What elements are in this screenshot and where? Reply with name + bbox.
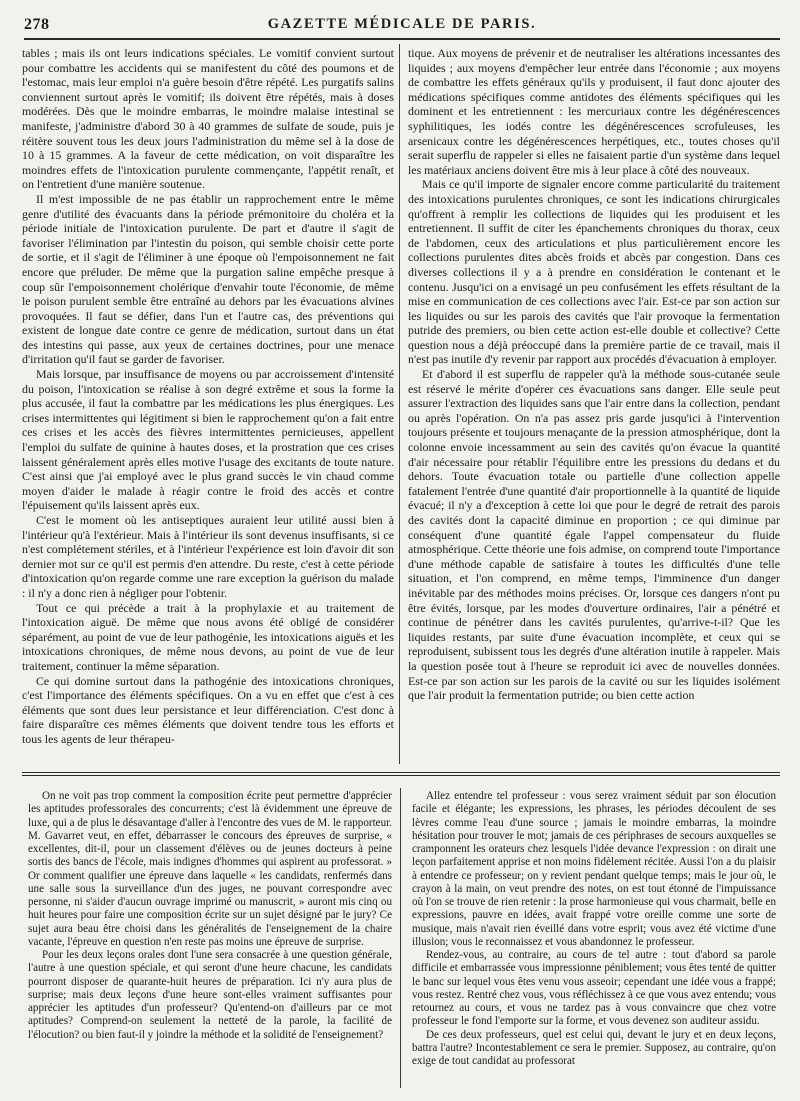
paragraph: Mais lorsque, par insuffisance de moyens ou par accroissement d'intensité du poison, l'intoxication se réalise à son degré extrême et sous la forme la plus accusée, il faut la combattre par les médications les plus énergiques. Les crises intermittentes qui légitiment si bien le rapprochement qu'on a fait entre ces crises et les accès des fièvres intermittentes pernicieuses, appellent l'emploi du sulfate de quinine à hautes doses, et la prostration que ces crises laissent généralement après elles motive l'usage des excitants de toute nature. C'est ainsi que j'ai employé avec le plus grand succès le vin chaud comme moyen d'aider le malade à réagir contre le froid des accès et contre l'épuisement qu'ils laissent après eux. [22, 367, 394, 513]
feuilleton-right-column [412, 790, 776, 1086]
paragraph: Allez entendre tel professeur : vous serez vraiment séduit par son élocution facile et élégante; les expressions, les phrases, les périodes découlent de ses lèvres comme l'eau d'une source ; jamais le moindre embarras, la moindre hésitation pour trouver le mot; jamais de ces périphrases de secours auxquelles se cramponnent les orateurs chez lesquels l'idée devance l'expression : on dirait une leçon parfaitement apprise et non moins fidèlement récitée. Aussi l'on a du plaisir à entendre ce professeur; on y revient pendant quelque temps; mais le jour où, le crayon à la main, on veut prendre des notes, on est tout étonné de l'impuissance où l'on se trouve de rien retenir : la prose harmonieuse qui vous charmait, belle en expressions, pauvre en idées, avait frappé votre oreille comme une sorte de musique, mais n'avait rien éveillé dans votre esprit; vous avez été victime d'une illusion; vous le reconnaissez et vous abandonnez le professeur. [412, 790, 776, 948]
paragraph: tables ; mais ils ont leurs indications spéciales. Le vomitif convient surtout pour combattre les accidents qui se manifestent du côté des poumons et de l'estomac, mais leur emploi n'a guère besoin d'être répété. Les purgatifs salins conviennent surtout après le vomitif; ils doivent être répétés, mais à doses modérées. Dès que le moindre embarras, le moindre malaise intestinal se manifeste, j'administre d'abord 30 à 40 grammes de sulfate de soude, puis je réitère souvent tous les deux jours l'administration du même sel à la dose de 10 à 15 grammes. A la faveur de cette médication, on voit disparaître les moindres effets de l'intoxication purulente commençante, l'appétit renaît, et on l'entretient d'une manière soutenue. [22, 46, 394, 192]
paragraph: On ne voit pas trop comment la composition écrite peut permettre d'apprécier les aptitudes professorales des concurrents; c'est là évidemment une épreuve de luxe, qui a de plus le désavantage d'aller à l'encontre des vues de M. le rapporteur. M. Gavarret veut, en effet, débarrasser le concours des épreuves de surprise, « excellentes, dit-il, pour un classement d'élèves ou de jeunes docteurs à peine sortis des bancs de l'école, mais indignes d'hommes qui aspirent au professorat. » Or comment qualifier une épreuve dans laquelle « les candidats, renfermés dans une salle sous la surveillance d'un des juges, ne pouvant correspondre avec personne, ni s'aider d'aucun ouvrage imprimé ou manuscrit, » auront mis cinq ou huit heures pour faire une composition écrite sur un sujet désigné par le jury? Ce sujet aura beau être choisi dans les généralités de l'enseignement de la chaire vacante, l'épreuve en question n'en reste pas moins une épreuve de surprise. [28, 790, 392, 948]
feuilleton-column-divider [400, 788, 401, 1088]
paragraph: Ce qui domine surtout dans la pathogénie des intoxications chroniques, c'est l'importance des éléments spécifiques. On a vu en effet que c'est à ces éléments que sont dues leur persistance et leur différenciation. C'est donc à faire disparaître ces mêmes éléments que doivent tendre tous les efforts et tous les agents de leur thérapeu- [22, 673, 394, 746]
feuilleton-separator-top [22, 772, 780, 773]
paragraph: C'est le moment où les antiseptiques auraient leur utilité aussi bien à l'intérieur qu'à l'extérieur. Mais à l'intérieur ils sont devenus insuffisants, si ce n'est complétement stériles, et à l'intérieur l'expérience est loin d'avoir dit son dernier mot sur ce qu'il est permis d'en attendre. Du reste, c'est à cette période d'intoxication qu'on regarde comme une rare exception la guérison du malade : il n'y a donc rien à négliger pour l'obtenir. [22, 513, 394, 600]
page-header [24, 14, 780, 40]
feuilleton-left-column [28, 790, 392, 1086]
paragraph: Et d'abord il est superflu de rappeler qu'à la méthode sous-cutanée seule est réservé le mérite d'opérer ces évacuations sans danger. Elle seule peut assurer l'extraction des liquides sans que l'air entre dans la collection, pendant ou après l'opération. On n'a pas assez pris garde jusqu'ici à l'intervention toujours présente et toujours menaçante de la pression atmosphérique, dont la colonne envoie incessamment au sein des cavités qu'on évacue la quantité d'air nécessaire pour rétablir l'équilibre entre les pressions du dedans et du dehors. Toute évacuation totale ou partielle d'une collection appelle fatalement l'entrée d'une quantité d'air proportionnelle à la quantité de liquide évacué; il n'y a d'exception à cette loi que pour le degré de retrait des parois des cavités dont la capacité diminue en proportion ; ce qui diminue par conséquent d'une quantité égale l'appel compensateur du fluide atmosphérique. Cette théorie une fois admise, on comprend toute l'importance d'une méthode capable de satisfaire à toutes les difficultés d'une telle situation, et l'on comprend, en même temps, l'imminence d'un danger inévitable par des méthodes moins précises. Or, lorsque ces dangers n'ont pu être évités, lorsque, par les modes d'ouverture ordinaires, l'air a pénétré et continue de pénétrer dans les cavités purulentes, qu'arrive-t-il? Que les liquides restants, par suite d'une évacuation incomplète, et ceux qui se reproduisent, subissent tous les degrés d'une altération inutile à rappeler. Mais la question posée tout à l'heure se reproduit ici avec de nouvelles données. Est-ce par son action sur les parois de la cavité ou sur les liquides isolément que l'air produit la fermentation putride; ou bien cette action [408, 367, 780, 703]
paragraph: tique. Aux moyens de prévenir et de neutraliser les altérations incessantes des liquides ; aux moyens d'empêcher leur entrée dans l'économie ; aux moyens de combattre les effets généraux qu'ils y produisent, il faut donc ajouter des médications spécifiques comme antidotes des éléments spécifiques qui les dominent et les entretiennent : les mercuriaux contre les dégénérescences syphilitiques, les iodés contre les dégénérescences scrofuleuses, les arsenicaux contre les dégénérescences herpétiques, etc., toutes choses qu'il serait superflu de rappeler si elles ne faisaient partie d'un système dans lequel les matériaux anciens doivent être mis à leur place à côté des nouveaux. [408, 46, 780, 177]
page-number: 278 [24, 16, 50, 33]
running-title: GAZETTE MÉDICALE DE PARIS. [267, 16, 537, 32]
paragraph: De ces deux professeurs, quel est celui qui, devant le jury et en deux leçons, battra l'autre? Incontestablement ce sera le premier. Supposez, au contraire, qu'on exige de tout candidat au professorat [412, 1028, 776, 1067]
paragraph: Rendez-vous, au contraire, au cours de tel autre : tout d'abord sa parole difficile et embarrassée vous impressionne péniblement; vous êtes tenté de quitter le banc sur lequel vous êtes venu vous asseoir; cependant une idée vous a frappé; vous restez. Rentré chez vous, vous réfléchissez à ce que vous avez entendu; vous retournez au cours, et vous ne tardez pas à vous convaincre que chez votre professeur le fond l'emporte sur la forme, et vous devenez son auditeur assidu. [412, 949, 776, 1028]
paragraph: Pour les deux leçons orales dont l'une sera consacrée à une question générale, l'autre à une question spéciale, et qui seront d'une heure chacune, les candidats pourront disposer de quarante-huit heures de préparation. Ici n'y aura plus de surprise; mais deux leçons d'une heure sont-elles vraiment suffisantes pour apprécier les aptitudes d'un professeur? Qu'entend-on d'ailleurs par ce mot aptitudes? Comprend-on seulement la netteté de la parole, la facilité de l'élocution? ou bien faut-il y joindre la méthode et la solidité de l'enseignement? [28, 949, 392, 1041]
feuilleton-separator-bottom [22, 775, 780, 776]
column-divider [399, 44, 400, 764]
main-left-column [22, 46, 394, 760]
paragraph: Tout ce qui précède a trait à la prophylaxie et au traitement de l'intoxication aiguë. De même que nous avons été obligé de considérer séparément, au point de vue de leur pathogénie, les intoxications aiguës et les intoxications chroniques, de même nous devons, au point de vue de leur traitement, continuer la même séparation. [22, 600, 394, 673]
paragraph: Il m'est impossible de ne pas établir un rapprochement entre le même genre d'utilité des évacuants dans la période prémonitoire du choléra et la période initiale de l'intoxication purulente. De part et d'autre il s'agit de favoriser l'élimination par l'intestin du poison, qui semble choisir cette porte de sortie, et il s'agit de l'éliminer à une époque où l'empoisonnement ne fait encore que préluder. De même que la purgation saline empêche presque à coup sûr l'empoisonnement cholérique d'envahir toute l'économie, de même le poison purulent semble être entraîné au dehors par les évacuations alvines provoquées. Il faut se défier, dans l'un et l'autre cas, des préventions qui existent de longue date contre ce genre de médication, surtout dans un état des intestins qui passe, aux yeux de certaines doctrines, pour une menace d'irritation qu'il faut se garder de favoriser. [22, 191, 394, 367]
main-right-column [408, 46, 780, 760]
paragraph: Mais ce qu'il importe de signaler encore comme particularité du traitement des intoxications purulentes chroniques, ce sont les indications chirurgicales qu'offrent à remplir les collections de liquides qui les produisent et les entretiennent. Il suffit de citer les épanchements chroniques du thorax, ceux de l'abdomen, ceux des articulations et plus particulièrement encore les collections purulentes dites abcès froids et abcès par congestion. Dans ces diverses collections il y a à prendre en considération le contenant et le contenu. Jusqu'ici on a envisagé un peu confusément les effets résultant de la mise en communication de ces collections avec l'air. Est-ce par son action sur les liquides ou sur les parois des cavités que l'air provoque la fermentation putride des premiers, ou bien cette action est-elle double et collective? Cette question nous a déjà préoccupé dans la première partie de ce travail, mais il n'est pas inutile d'y revenir par rapport aux procédés d'évacuation à employer. [408, 177, 780, 367]
